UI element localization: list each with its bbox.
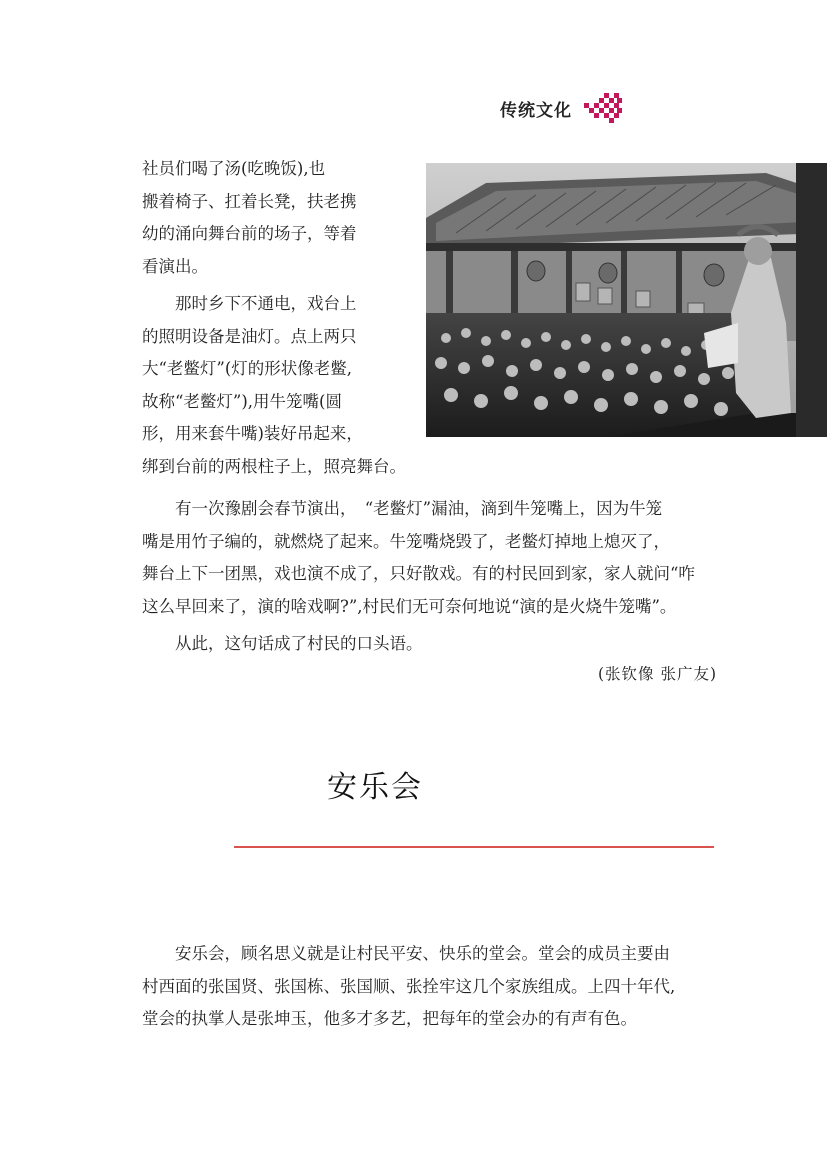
page-header — [500, 92, 670, 124]
text-line: 舞台上下一团黑，戏也演不成了，只好散戏。有的村民回到家，家人就问“咋 — [142, 564, 695, 583]
text-line: 幼的涌向舞台前的场子，等着 — [142, 224, 357, 243]
checker-pattern-icon — [582, 93, 622, 123]
text-line: 的照明设备是油灯。点上两只 — [142, 326, 357, 346]
title-divider — [234, 846, 714, 848]
paragraph-anlehui — [142, 938, 675, 1036]
text-line: 形，用来套牛嘴)装好吊起来， — [142, 424, 363, 443]
opera-stage-photo — [426, 163, 827, 437]
text-line: 大“老鳖灯”(灯的形状像老鳖, — [142, 359, 353, 378]
text-line: 有一次豫剧会春节演出， “老鳖灯”漏油，滴到牛笼嘴上，因为牛笼 — [142, 499, 663, 518]
text-line: 看演出。 — [142, 256, 208, 276]
text-line: 绑到台前的两根柱子上，照亮舞台。 — [142, 456, 406, 476]
section-title: 安乐会 — [327, 770, 423, 805]
paragraph-2 — [142, 288, 406, 483]
header-title: 传统文化 — [500, 100, 572, 121]
text-line: 嘴是用竹子编的，就燃烧了起来。牛笼嘴烧毁了，老鳖灯掉地上熄灭了， — [142, 531, 670, 551]
text-line: 搬着椅子、扛着长凳，扶老携 — [142, 191, 357, 211]
text-line: 从此，这句话成了村民的口头语。 — [142, 634, 423, 653]
text-line: 这么早回来了，演的啥戏啊?”,村民们无可奈何地说“演的是火烧牛笼嘴”。 — [142, 596, 677, 616]
author-byline: (张钦像 张广友) — [598, 665, 718, 683]
text-line: 社员们喝了汤(吃晚饭),也 — [142, 159, 326, 178]
text-line: 故称“老鳖灯”),用牛笼嘴(圆 — [142, 391, 342, 411]
text-line: 那时乡下不通电，戏台上 — [142, 294, 357, 313]
paragraph-4 — [142, 628, 423, 661]
text-line: 堂会的执掌人是张坤玉，他多才多艺，把每年的堂会办的有声有色。 — [142, 1009, 637, 1028]
paragraph-3 — [142, 493, 695, 623]
paragraph-1 — [142, 153, 357, 283]
text-line: 村西面的张国贤、张国栋、张国顺、张拴牢这几个家族组成。上四十年代, — [142, 976, 676, 996]
text-line: 安乐会，顾名思义就是让村民平安、快乐的堂会。堂会的成员主要由 — [142, 944, 670, 963]
